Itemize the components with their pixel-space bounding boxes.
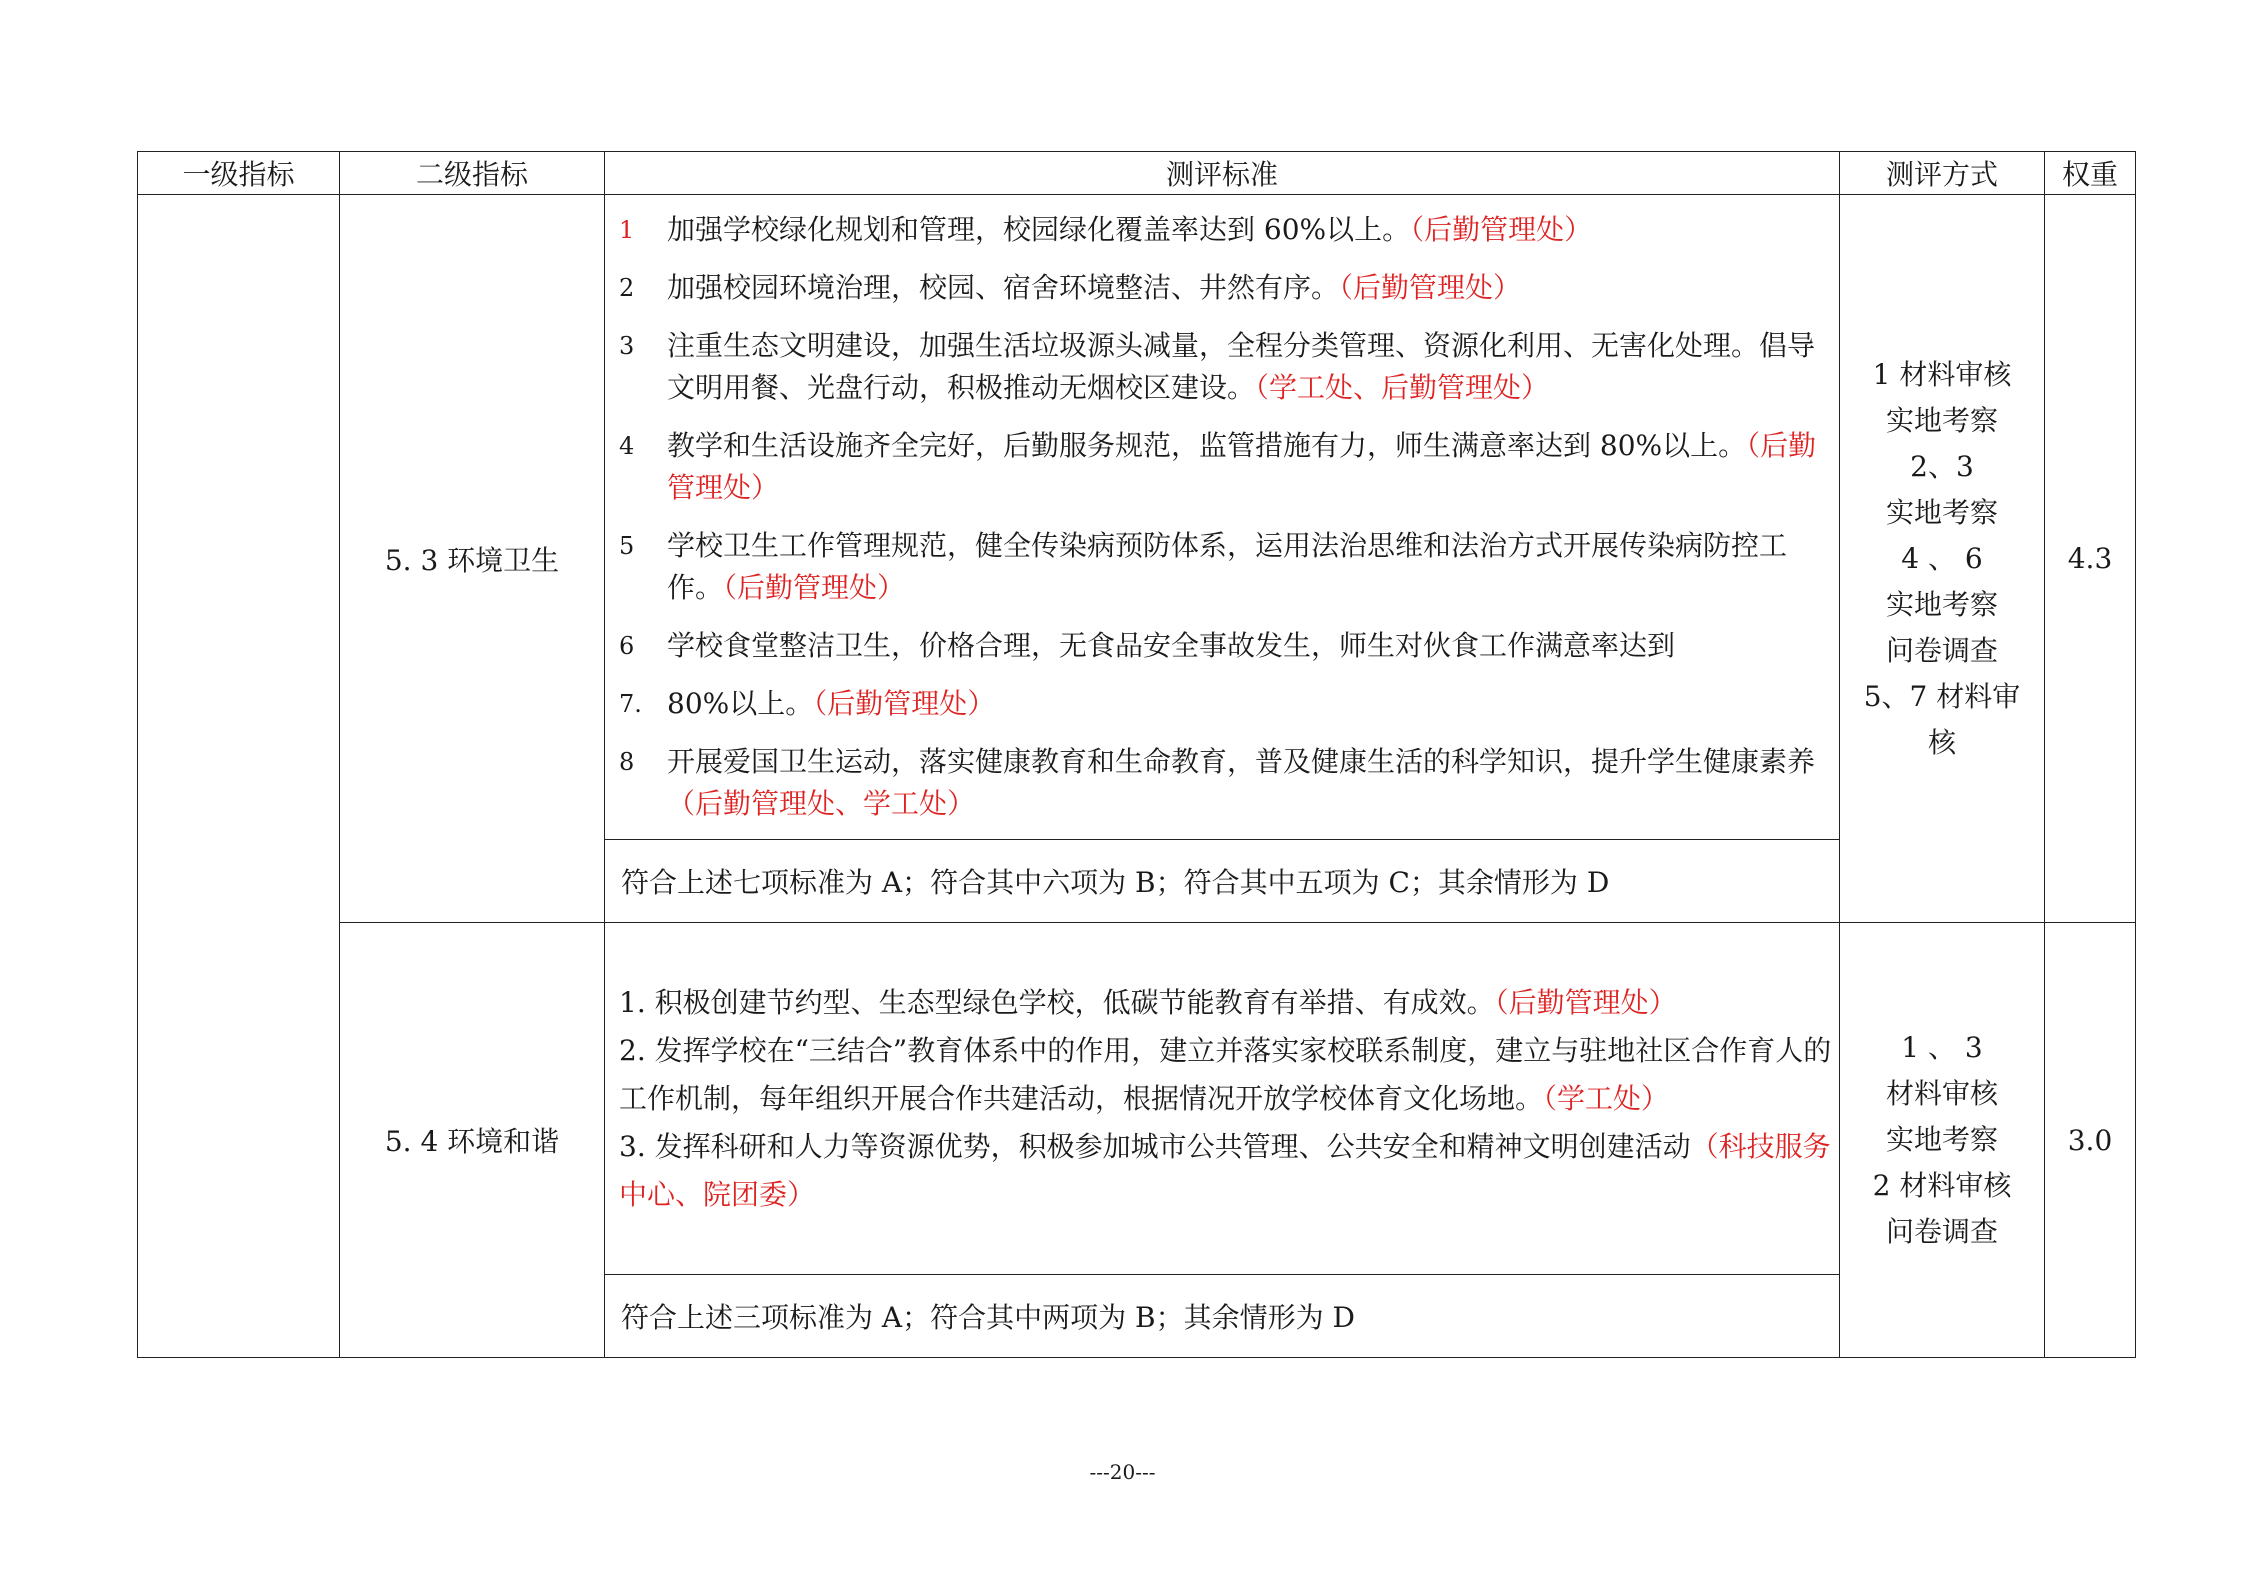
list-item <box>619 683 1839 725</box>
table-row <box>138 923 2136 1275</box>
item-dept: （后勤管理处、学工处） <box>667 787 976 820</box>
table-row <box>138 195 2136 840</box>
list-item <box>619 425 1839 509</box>
item-text: 1. 积极创建节约型、生态型绿色学校，低碳节能教育有举措、有成效。 <box>619 985 1495 1019</box>
item-number: 8 <box>619 748 635 776</box>
table-header-row <box>138 152 2136 195</box>
item-text: 教学和生活设施齐全完好，后勤服务规范，监管措施有力，师生满意率达到 80%以上。 <box>667 429 1747 462</box>
weight-5-3: 4.3 <box>2045 195 2136 923</box>
method-line: 1 、 3 <box>1901 1031 1983 1064</box>
item-text: 80%以上。 <box>667 687 814 720</box>
item-text: 3. 发挥科研和人力等资源优势，积极参加城市公共管理、公共安全和精神文明创建活动 <box>619 1129 1691 1163</box>
method-line: 核 <box>1927 725 1956 759</box>
method-line: 2 材料审核 <box>1872 1169 2012 1202</box>
method-line: 2、3 <box>1910 449 1974 483</box>
method-line: 实地考察 <box>1885 1123 1998 1156</box>
level1-cell <box>138 195 340 1358</box>
method-line: 材料审核 <box>1885 1077 1998 1110</box>
list-item <box>619 325 1839 409</box>
item-number: 5 <box>619 532 635 560</box>
item-text: 2. 发挥学校在“三结合”教育体系中的作用，建立并落实家校联系制度，建立与驻地社区合作育人的工作机制，每年组织开展合作共建活动，根据情况开放学校体育文化场地。 <box>619 1033 1832 1115</box>
method-line: 1 材料审核 <box>1872 357 2012 391</box>
method-line: 实地考察 <box>1885 403 1998 437</box>
header-standard: 测评标准 <box>605 152 1840 195</box>
method-5-4 <box>1840 923 2045 1358</box>
item-dept: （学工处、后勤管理处） <box>1255 371 1550 404</box>
item-number: 2 <box>619 274 635 302</box>
item-text: 注重生态文明建设，加强生活垃圾源头减量，全程分类管理、资源化利用、无害化处理。倡导文明用餐、光盘行动，积极推动无烟校区建设。 <box>667 329 1816 404</box>
item-text: 学校卫生工作管理规范，健全传染病预防体系，运用法治思维和法治方式开展传染病防控工作。 <box>667 529 1788 604</box>
list-item <box>619 267 1839 309</box>
sub-indicator-5-3: 5. 3 环境卫生 <box>340 195 605 923</box>
list-item <box>619 979 1839 1027</box>
method-line: 问卷调查 <box>1885 1215 1998 1248</box>
page-number: ---20--- <box>1089 1460 1156 1484</box>
list-item <box>619 209 1839 251</box>
item-dept: （后勤管理处） <box>723 571 906 604</box>
method-5-3 <box>1840 195 2045 923</box>
item-dept: （学工处） <box>1543 1081 1670 1115</box>
list-item <box>619 525 1839 609</box>
item-dept: （后勤管理处） <box>667 429 1817 504</box>
item-dept: （后勤管理处） <box>1410 213 1593 246</box>
summary-5-3: 符合上述七项标准为 A；符合其中六项为 B；符合其中五项为 C；其余情形为 D <box>605 840 1840 923</box>
list-item <box>619 625 1839 667</box>
method-line: 5、7 材料审 <box>1863 679 2021 713</box>
method-line: 问卷调查 <box>1885 633 1998 667</box>
weight-5-4: 3.0 <box>2045 923 2136 1358</box>
item-dept: （后勤管理处） <box>1494 985 1677 1019</box>
header-level2: 二级指标 <box>340 152 605 195</box>
item-number: 1 <box>619 216 635 244</box>
item-text: 加强校园环境治理，校园、宿舍环境整洁、井然有序。 <box>667 271 1340 304</box>
sub-indicator-5-4: 5. 4 环境和谐 <box>340 923 605 1358</box>
method-line: 实地考察 <box>1885 495 1998 529</box>
item-text: 加强学校绿化规划和管理，校园绿化覆盖率达到 60%以上。 <box>667 213 1411 246</box>
summary-5-4: 符合上述三项标准为 A；符合其中两项为 B；其余情形为 D <box>605 1275 1840 1358</box>
item-number: 3 <box>619 332 635 360</box>
header-level1: 一级指标 <box>138 152 340 195</box>
item-dept: （科技服务中心、院团委） <box>619 1129 1831 1211</box>
evaluation-table <box>137 151 2136 1358</box>
item-number: 7. <box>619 690 642 718</box>
header-method: 测评方式 <box>1840 152 2045 195</box>
list-item <box>619 1027 1839 1123</box>
item-text: 开展爱国卫生运动，落实健康教育和生命教育，普及健康生活的科学知识，提升学生健康素养 <box>667 745 1816 778</box>
item-dept: （后勤管理处） <box>813 687 996 720</box>
method-line: 实地考察 <box>1885 587 1998 621</box>
item-text: 学校食堂整洁卫生，价格合理，无食品安全事故发生，师生对伙食工作满意率达到 <box>667 629 1676 662</box>
item-number: 4 <box>619 432 635 460</box>
method-line: 4 、 6 <box>1901 541 1983 575</box>
item-number: 6 <box>619 632 635 660</box>
standards-5-3 <box>605 195 1840 840</box>
list-item <box>619 741 1839 825</box>
standards-5-4 <box>605 923 1840 1275</box>
item-dept: （后勤管理处） <box>1339 271 1522 304</box>
header-weight: 权重 <box>2045 152 2136 195</box>
list-item <box>619 1123 1839 1219</box>
